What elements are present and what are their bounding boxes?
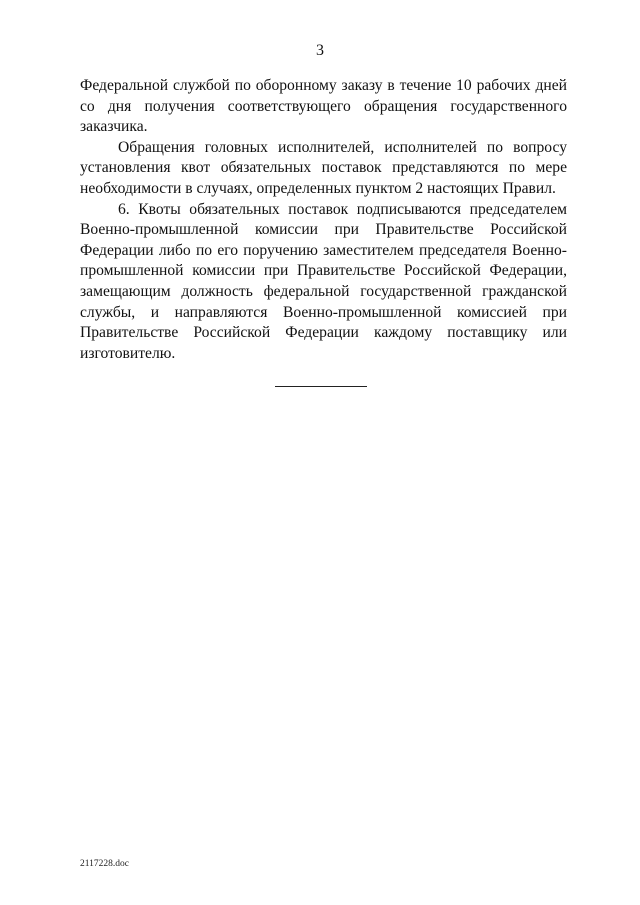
paragraph-continuation: Федеральной службой по оборонному заказу в течение 10 рабочих дней со дня получения соответствующего обращения государственного заказчика. bbox=[80, 77, 567, 136]
document-body bbox=[80, 76, 567, 364]
paragraph-appeals: Обращения головных исполнителей, исполнителей по вопросу установления квот обязательных поставок представляются по мере необходимости в случаях, определенных пунктом 2 настоящих Правил. bbox=[80, 138, 567, 197]
paragraph-item-6: 6. Квоты обязательных поставок подписываются председателем Военно-промышленной комиссии при Правительстве Российской Федерации либо по его поручению заместителем председателя Военно-промышленной комиссии при Правительстве Российской Федерации, замещающим должность федеральной государственной гражданской службы, и направляются Военно-промышленной комиссией при Правительстве Российской Федерации каждому поставщику или изготовителю. bbox=[80, 200, 567, 362]
end-divider bbox=[275, 386, 367, 387]
document-filename: 2117228.doc bbox=[80, 859, 129, 869]
page-number: 3 bbox=[316, 42, 324, 59]
